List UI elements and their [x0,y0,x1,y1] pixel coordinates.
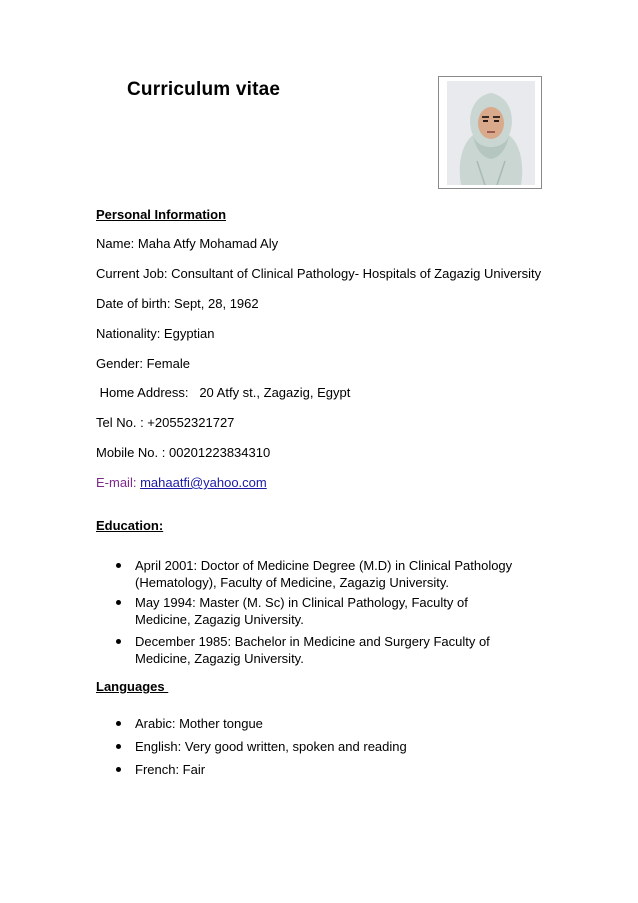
list-item [116,761,515,778]
education-item-text: December 1985: Bachelor in Medicine and Surgery Faculty of Medicine, Zagazig University. [135,634,490,666]
email-line [96,475,267,490]
list-item [116,557,515,591]
email-link[interactable]: mahaatfi@yahoo.com [140,475,267,490]
bullet-icon [116,744,121,749]
home-address-line: Home Address: 20 Atfy st., Zagazig, Egypt [96,385,351,400]
list-item [116,715,515,732]
list-item [116,738,515,755]
education-item-text: April 2001: Doctor of Medicine Degree (M.D) in Clinical Pathology (Hematology), Faculty of Medicine, Zagazig University. [135,558,513,590]
bullet-icon [116,600,121,605]
education-item-text: May 1994: Master (M. Sc) in Clinical Pathology, Faculty of Medicine, Zagazig University. [135,595,468,627]
languages-list [116,715,515,778]
name-line: Name: Maha Atfy Mohamad Aly [96,236,279,251]
list-item [116,594,515,628]
page-title: Curriculum vitae [127,79,281,100]
bullet-icon [116,563,121,568]
mobile-line: Mobile No. : 00201223834310 [96,445,271,460]
gender-line: Gender: Female [96,356,190,371]
bullet-icon [116,721,121,726]
tel-line: Tel No. : +20552321727 [96,415,235,430]
languages-heading: Languages [96,679,169,694]
education-list [116,557,515,667]
nationality-line: Nationality: Egyptian [96,326,215,341]
profile-photo [438,76,542,189]
language-item-text: English: Very good written, spoken and reading [135,739,407,754]
education-heading: Education: [96,518,164,533]
date-of-birth-line: Date of birth: Sept, 28, 1962 [96,296,259,311]
email-label: E-mail: [96,475,137,490]
language-item-text: French: Fair [135,762,206,777]
bullet-icon [116,639,121,644]
list-item [116,633,515,667]
language-item-text: Arabic: Mother tongue [135,716,263,731]
portrait-photo-icon [447,81,535,185]
personal-info-heading: Personal Information [96,207,227,222]
current-job-line: Current Job: Consultant of Clinical Pathology- Hospitals of Zagazig University [96,266,542,281]
bullet-icon [116,767,121,772]
